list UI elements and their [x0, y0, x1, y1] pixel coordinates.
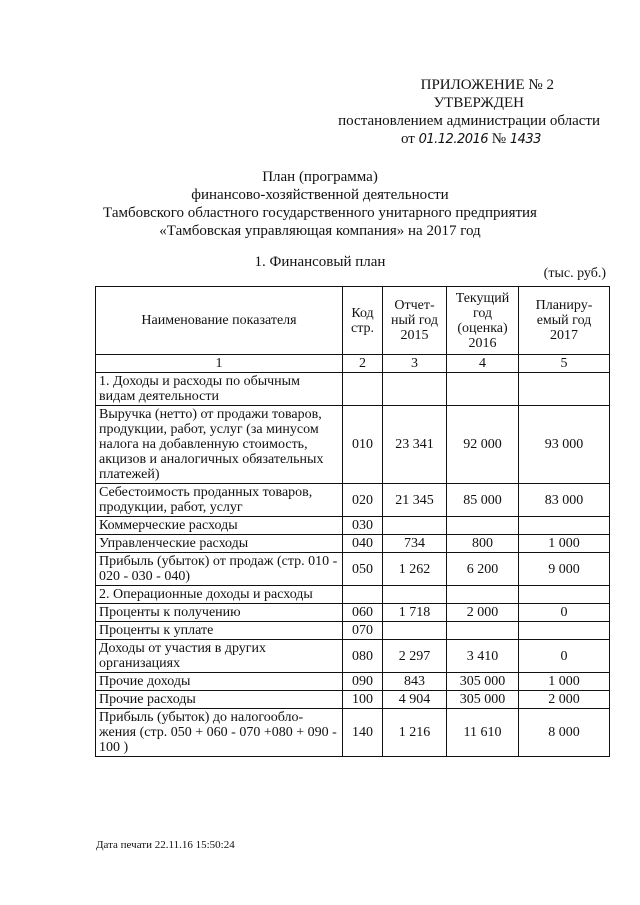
- row-code: 050: [343, 553, 383, 586]
- row-2016: 305 000: [447, 691, 519, 709]
- index-cell: 5: [519, 355, 610, 373]
- row-2017: 0: [519, 604, 610, 622]
- row-2017: 83 000: [519, 484, 610, 517]
- header-name: Наименование показателя: [96, 287, 343, 355]
- row-2017: 1 000: [519, 535, 610, 553]
- row-2017: 8 000: [519, 709, 610, 757]
- row-name: Выручка (нетто) от продажи товаров, продукции, работ, услуг (за минусом налога на добавленную стоимость, акцизов и аналогичных обязательных платежей): [96, 406, 343, 484]
- row-name: Управленческие расходы: [96, 535, 343, 553]
- row-2015: 843: [383, 673, 447, 691]
- row-2016: 305 000: [447, 673, 519, 691]
- row-2016: 800: [447, 535, 519, 553]
- row-2016: [447, 586, 519, 604]
- row-name: Прибыль (убыток) до налогообло-жения (стр. 050 + 060 - 070 +080 + 090 - 100 ): [96, 709, 343, 757]
- row-2017: 2 000: [519, 691, 610, 709]
- table-row: [96, 640, 610, 673]
- units-label: (тыс. руб.): [543, 266, 606, 281]
- row-2016: [447, 373, 519, 406]
- row-2017: 1 000: [519, 673, 610, 691]
- table-index-row: [96, 355, 610, 373]
- date-prefix: от: [401, 131, 415, 147]
- row-2016: 92 000: [447, 406, 519, 484]
- row-name: Доходы от участия в других организациях: [96, 640, 343, 673]
- table-row: [96, 673, 610, 691]
- document-title-line-3: Тамбовского областного государственного унитарного предприятия: [103, 205, 537, 221]
- row-code: 010: [343, 406, 383, 484]
- section-title: 1. Финансовый план: [254, 254, 386, 270]
- row-2015: [383, 373, 447, 406]
- appendix-label: ПРИЛОЖЕНИЕ № 2: [420, 77, 554, 93]
- header-planned-year: Планиру-емый год 2017: [519, 287, 610, 355]
- row-name: Прочие доходы: [96, 673, 343, 691]
- table-row: [96, 535, 610, 553]
- row-2015: 1 718: [383, 604, 447, 622]
- row-2016: 2 000: [447, 604, 519, 622]
- row-code: 090: [343, 673, 383, 691]
- table-row: [96, 406, 610, 484]
- header-reported-year: Отчет-ный год 2015: [383, 287, 447, 355]
- document-title-line-2: финансово-хозяйственной деятельности: [191, 187, 449, 203]
- row-code: 080: [343, 640, 383, 673]
- table-row: [96, 604, 610, 622]
- row-2015: [383, 622, 447, 640]
- row-name: Себестоимость проданных товаров, продукции, работ, услуг: [96, 484, 343, 517]
- approved-label: УТВЕРЖДЕН: [433, 95, 524, 111]
- handwritten-number: 1433: [509, 132, 541, 147]
- row-name: Проценты к получению: [96, 604, 343, 622]
- decree-date-line: [401, 130, 541, 149]
- row-2016: [447, 517, 519, 535]
- row-2017: [519, 517, 610, 535]
- row-name: 2. Операционные доходы и расходы: [96, 586, 343, 604]
- row-code: [343, 373, 383, 406]
- row-code: 060: [343, 604, 383, 622]
- table-row: [96, 484, 610, 517]
- row-2015: [383, 586, 447, 604]
- row-2017: 0: [519, 640, 610, 673]
- print-date: Дата печати 22.11.16 15:50:24: [96, 839, 235, 851]
- index-cell: 2: [343, 355, 383, 373]
- table-row: [96, 586, 610, 604]
- row-name: Прочие расходы: [96, 691, 343, 709]
- handwritten-date: 01.12.2016: [418, 132, 489, 147]
- row-2015: 4 904: [383, 691, 447, 709]
- row-2016: 6 200: [447, 553, 519, 586]
- index-cell: 1: [96, 355, 343, 373]
- number-prefix: №: [491, 131, 507, 147]
- table-row: [96, 622, 610, 640]
- row-name: Проценты к уплате: [96, 622, 343, 640]
- row-code: 100: [343, 691, 383, 709]
- row-code: 070: [343, 622, 383, 640]
- row-code: 040: [343, 535, 383, 553]
- row-2015: 734: [383, 535, 447, 553]
- row-2015: 23 341: [383, 406, 447, 484]
- table-row: [96, 691, 610, 709]
- index-cell: 3: [383, 355, 447, 373]
- row-2015: [383, 517, 447, 535]
- row-code: 140: [343, 709, 383, 757]
- header-current-year: Текущий год (оценка) 2016: [447, 287, 519, 355]
- row-name: 1. Доходы и расходы по обычным видам деятельности: [96, 373, 343, 406]
- row-2016: [447, 622, 519, 640]
- row-code: [343, 586, 383, 604]
- row-2017: [519, 622, 610, 640]
- table-row: [96, 373, 610, 406]
- row-name: Прибыль (убыток) от продаж (стр. 010 - 020 - 030 - 040): [96, 553, 343, 586]
- row-2015: 21 345: [383, 484, 447, 517]
- row-code: 020: [343, 484, 383, 517]
- document-title-line-1: План (программа): [262, 169, 378, 185]
- header-code: Код стр.: [343, 287, 383, 355]
- row-name: Коммерческие расходы: [96, 517, 343, 535]
- index-cell: 4: [447, 355, 519, 373]
- document-title-line-4: «Тамбовская управляющая компания» на 2017 год: [159, 223, 481, 239]
- row-2015: 1 216: [383, 709, 447, 757]
- row-2016: 11 610: [447, 709, 519, 757]
- row-2016: 85 000: [447, 484, 519, 517]
- row-2015: 2 297: [383, 640, 447, 673]
- decree-line: постановлением администрации области: [338, 113, 600, 129]
- row-2017: 93 000: [519, 406, 610, 484]
- financial-plan-table: [95, 286, 610, 757]
- row-code: 030: [343, 517, 383, 535]
- table-row: [96, 709, 610, 757]
- row-2015: 1 262: [383, 553, 447, 586]
- table-row: [96, 517, 610, 535]
- row-2017: [519, 373, 610, 406]
- table-row: [96, 553, 610, 586]
- row-2017: 9 000: [519, 553, 610, 586]
- row-2017: [519, 586, 610, 604]
- row-2016: 3 410: [447, 640, 519, 673]
- table-header-row: [96, 287, 610, 355]
